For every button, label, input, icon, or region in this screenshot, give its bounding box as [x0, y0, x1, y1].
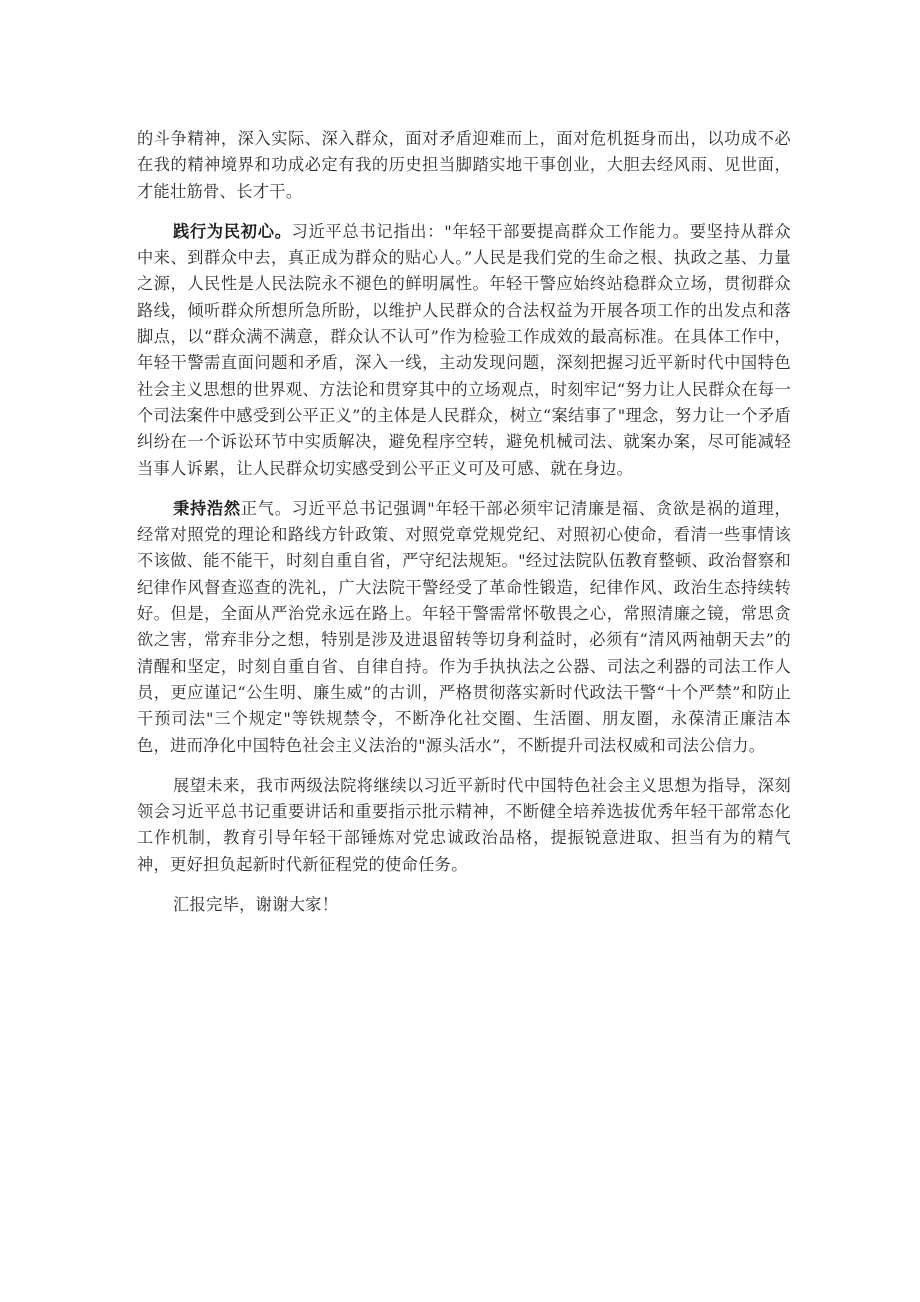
paragraph-heading: 践行为民初心。 — [173, 221, 292, 241]
paragraph-text: 展望未来，我市两级法院将继续以习近平新时代中国特色社会主义思想为指导，深刻领会习近平总书记重要讲话和重要指示批示精神，不断健全培养选拔优秀年轻干部常态化工作机制，教育引导年轻干部锤炼对党忠诚政治品格，提振锐意进取、担当有为的精气神，更好担负起新时代新征程党的使命任务。 — [137, 775, 791, 874]
paragraph-text: 正气。习近平总书记强调"年轻干部必须牢记清廉是福、贪欲是祸的道理，经常对照党的理论和路线方针政策、对照党章党规党纪、对照初心使命，看清一些事情该不该做、能不能干，时刻自重自省，严守纪法规矩。"经过法院队伍教育整顿、政治督察和纪律作风督查巡查的洗礼，广大法院干警经受了革命性锻造，纪律作风、政治生态持续转好。但是，全面从严治党永远在路上。年轻干警需常怀敬畏之心，常照清廉之镜，常思贪欲之害，常弃非分之想，特别是涉及进退留转等切身利益时，必须有“清风两袖朝天去”的清醒和坚定，时刻自重自省、自律自持。作为手执执法之公器、司法之利器的司法工作人员，更应谨记“公生明、廉生威”的古训，严格贯彻落实新时代政法干警“十个严禁”和防止干预司法"三个规定"等铁规禁令，不断净化社交圈、生活圈、朋友圈，永葆清正廉洁本色，进而净化中国特色社会主义法治的"源头活水”，不断提升司法权威和司法公信力。 — [137, 498, 791, 755]
paragraph-integrity — [137, 496, 791, 759]
paragraph-text: 的斗争精神，深入实际、深入群众，面对矛盾迎难而上，面对危机挺身而出，以功成不必在我的精神境界和功成必定有我的历史担当脚踏实地干事创业，大胆去经风雨、见世面，才能壮筋骨、长才干。 — [137, 129, 791, 201]
document-body — [137, 126, 791, 932]
paragraph-outlook — [137, 773, 791, 878]
paragraph-continuation — [137, 126, 791, 205]
paragraph-text: 汇报完毕，谢谢大家！ — [173, 895, 339, 915]
paragraph-closing — [137, 892, 791, 918]
paragraph-serve-people — [137, 219, 791, 482]
paragraph-heading: 秉持浩然 — [173, 498, 241, 518]
paragraph-text: 习近平总书记指出："年轻干部要提高群众工作能力。要坚持从群众中来、到群众中去，真正成为群众的贴心人。”人民是我们党的生命之根、执政之基、力量之源，人民性是人民法院永不褪色的鲜明属性。年轻干警应始终站稳群众立场，贯彻群众路线，倾听群众所想所急所盼，以维护人民群众的合法权益为开展各项工作的出发点和落脚点，以“群众满不满意，群众认不认可”作为检验工作成效的最高标准。在具体工作中，年轻干警需直面问题和矛盾，深入一线，主动发现问题，深刻把握习近平新时代中国特色社会主义思想的世界观、方法论和贯穿其中的立场观点，时刻牢记“努力让人民群众在每一个司法案件中感受到公平正义”的主体是人民群众，树立“案结事了"理念，努力让一个矛盾纠纷在一个诉讼环节中实质解决，避免程序空转，避免机械司法、就案办案，尽可能减轻当事人诉累，让人民群众切实感受到公平正义可及可感、就在身边。 — [137, 221, 791, 478]
